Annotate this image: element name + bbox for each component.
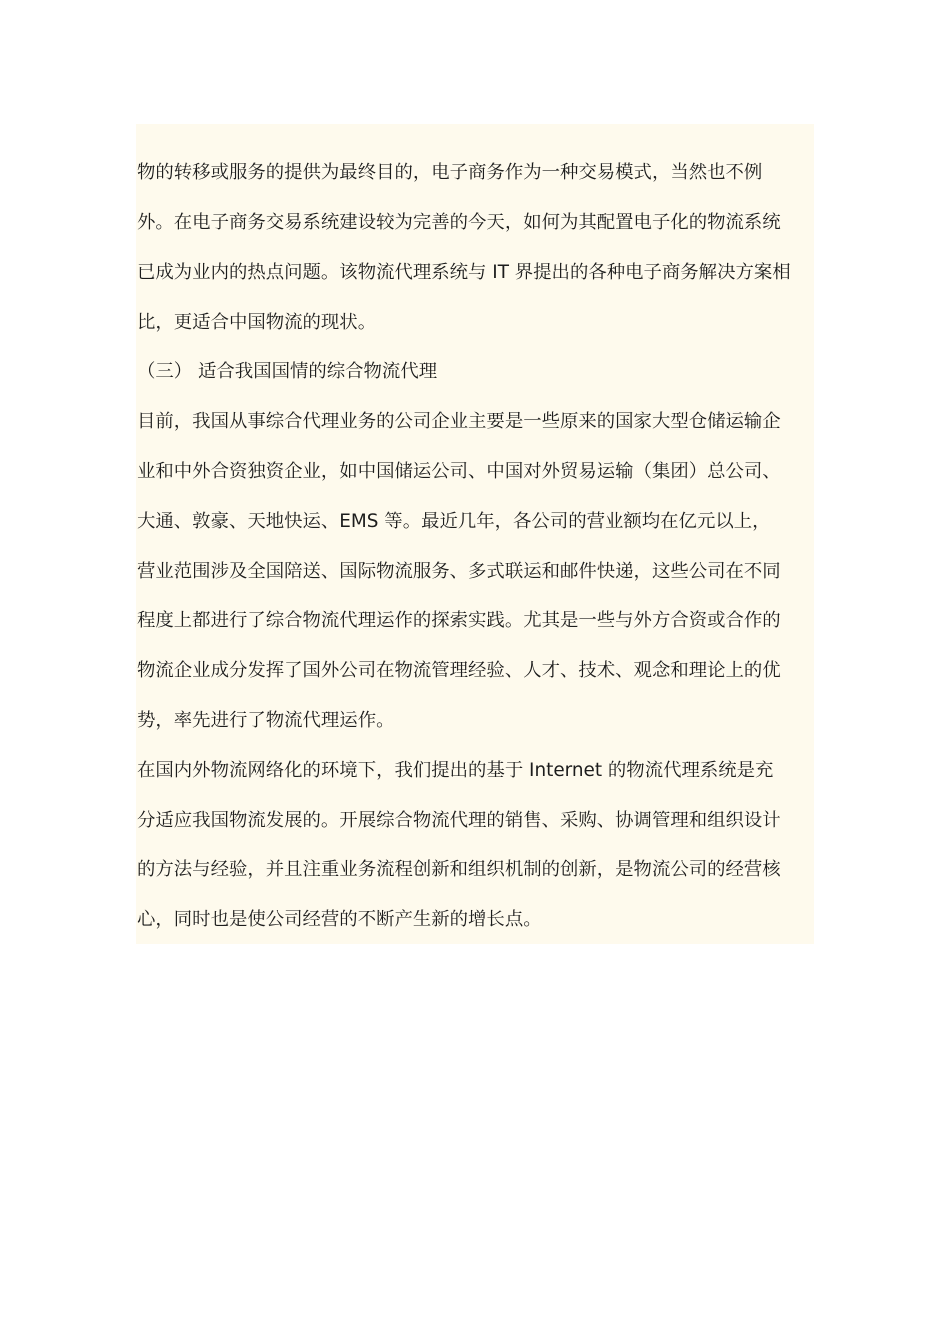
paragraph-1-line-4: 比，更适合中国物流的现状。	[137, 312, 377, 333]
paragraph-2-line-1: 目前，我国从事综合代理业务的公司企业主要是一些原来的国家大型仓储运输企	[137, 411, 781, 432]
paragraph-3-line-2: 分适应我国物流发展的。开展综合物流代理的销售、采购、协调管理和组织设计	[137, 810, 781, 831]
paragraph-2-line-5: 程度上都进行了综合物流代理运作的探索实践。尤其是一些与外方合资或合作的	[137, 610, 781, 631]
paragraph-1-line-1: 物的转移或服务的提供为最终目的，电子商务作为一种交易模式，当然也不例	[137, 162, 763, 183]
paragraph-2-line-7: 势，率先进行了物流代理运作。	[137, 710, 395, 731]
paragraph-2-line-6: 物流企业成分发挥了国外公司在物流管理经验、人才、技术、观念和理论上的优	[137, 660, 781, 681]
paragraph-1-line-2: 外。在电子商务交易系统建设较为完善的今天，如何为其配置电子化的物流系统	[137, 212, 781, 233]
paragraph-2-line-4: 营业范围涉及全国陪送、国际物流服务、多式联运和邮件快递，这些公司在不同	[137, 561, 781, 582]
section-heading: （三） 适合我国国情的综合物流代理	[137, 361, 438, 382]
paragraph-2-line-3: 大通、敦豪、天地快运、EMS 等。最近几年，各公司的营业额均在亿元以上，	[137, 511, 771, 532]
paragraph-2-line-2: 业和中外合资独资企业，如中国储运公司、中国对外贸易运输（集团）总公司、	[137, 461, 781, 482]
paragraph-3-line-1: 在国内外物流网络化的环境下，我们提出的基于 Internet 的物流代理系统是充	[137, 760, 774, 781]
paragraph-3-line-4: 心，同时也是使公司经营的不断产生新的增长点。	[137, 909, 542, 930]
paragraph-1-line-3: 已成为业内的热点问题。该物流代理系统与 IT 界提出的各种电子商务解决方案相	[137, 262, 791, 283]
paragraph-3-line-3: 的方法与经验，并且注重业务流程创新和组织机制的创新，是物流公司的经营核	[137, 859, 781, 880]
